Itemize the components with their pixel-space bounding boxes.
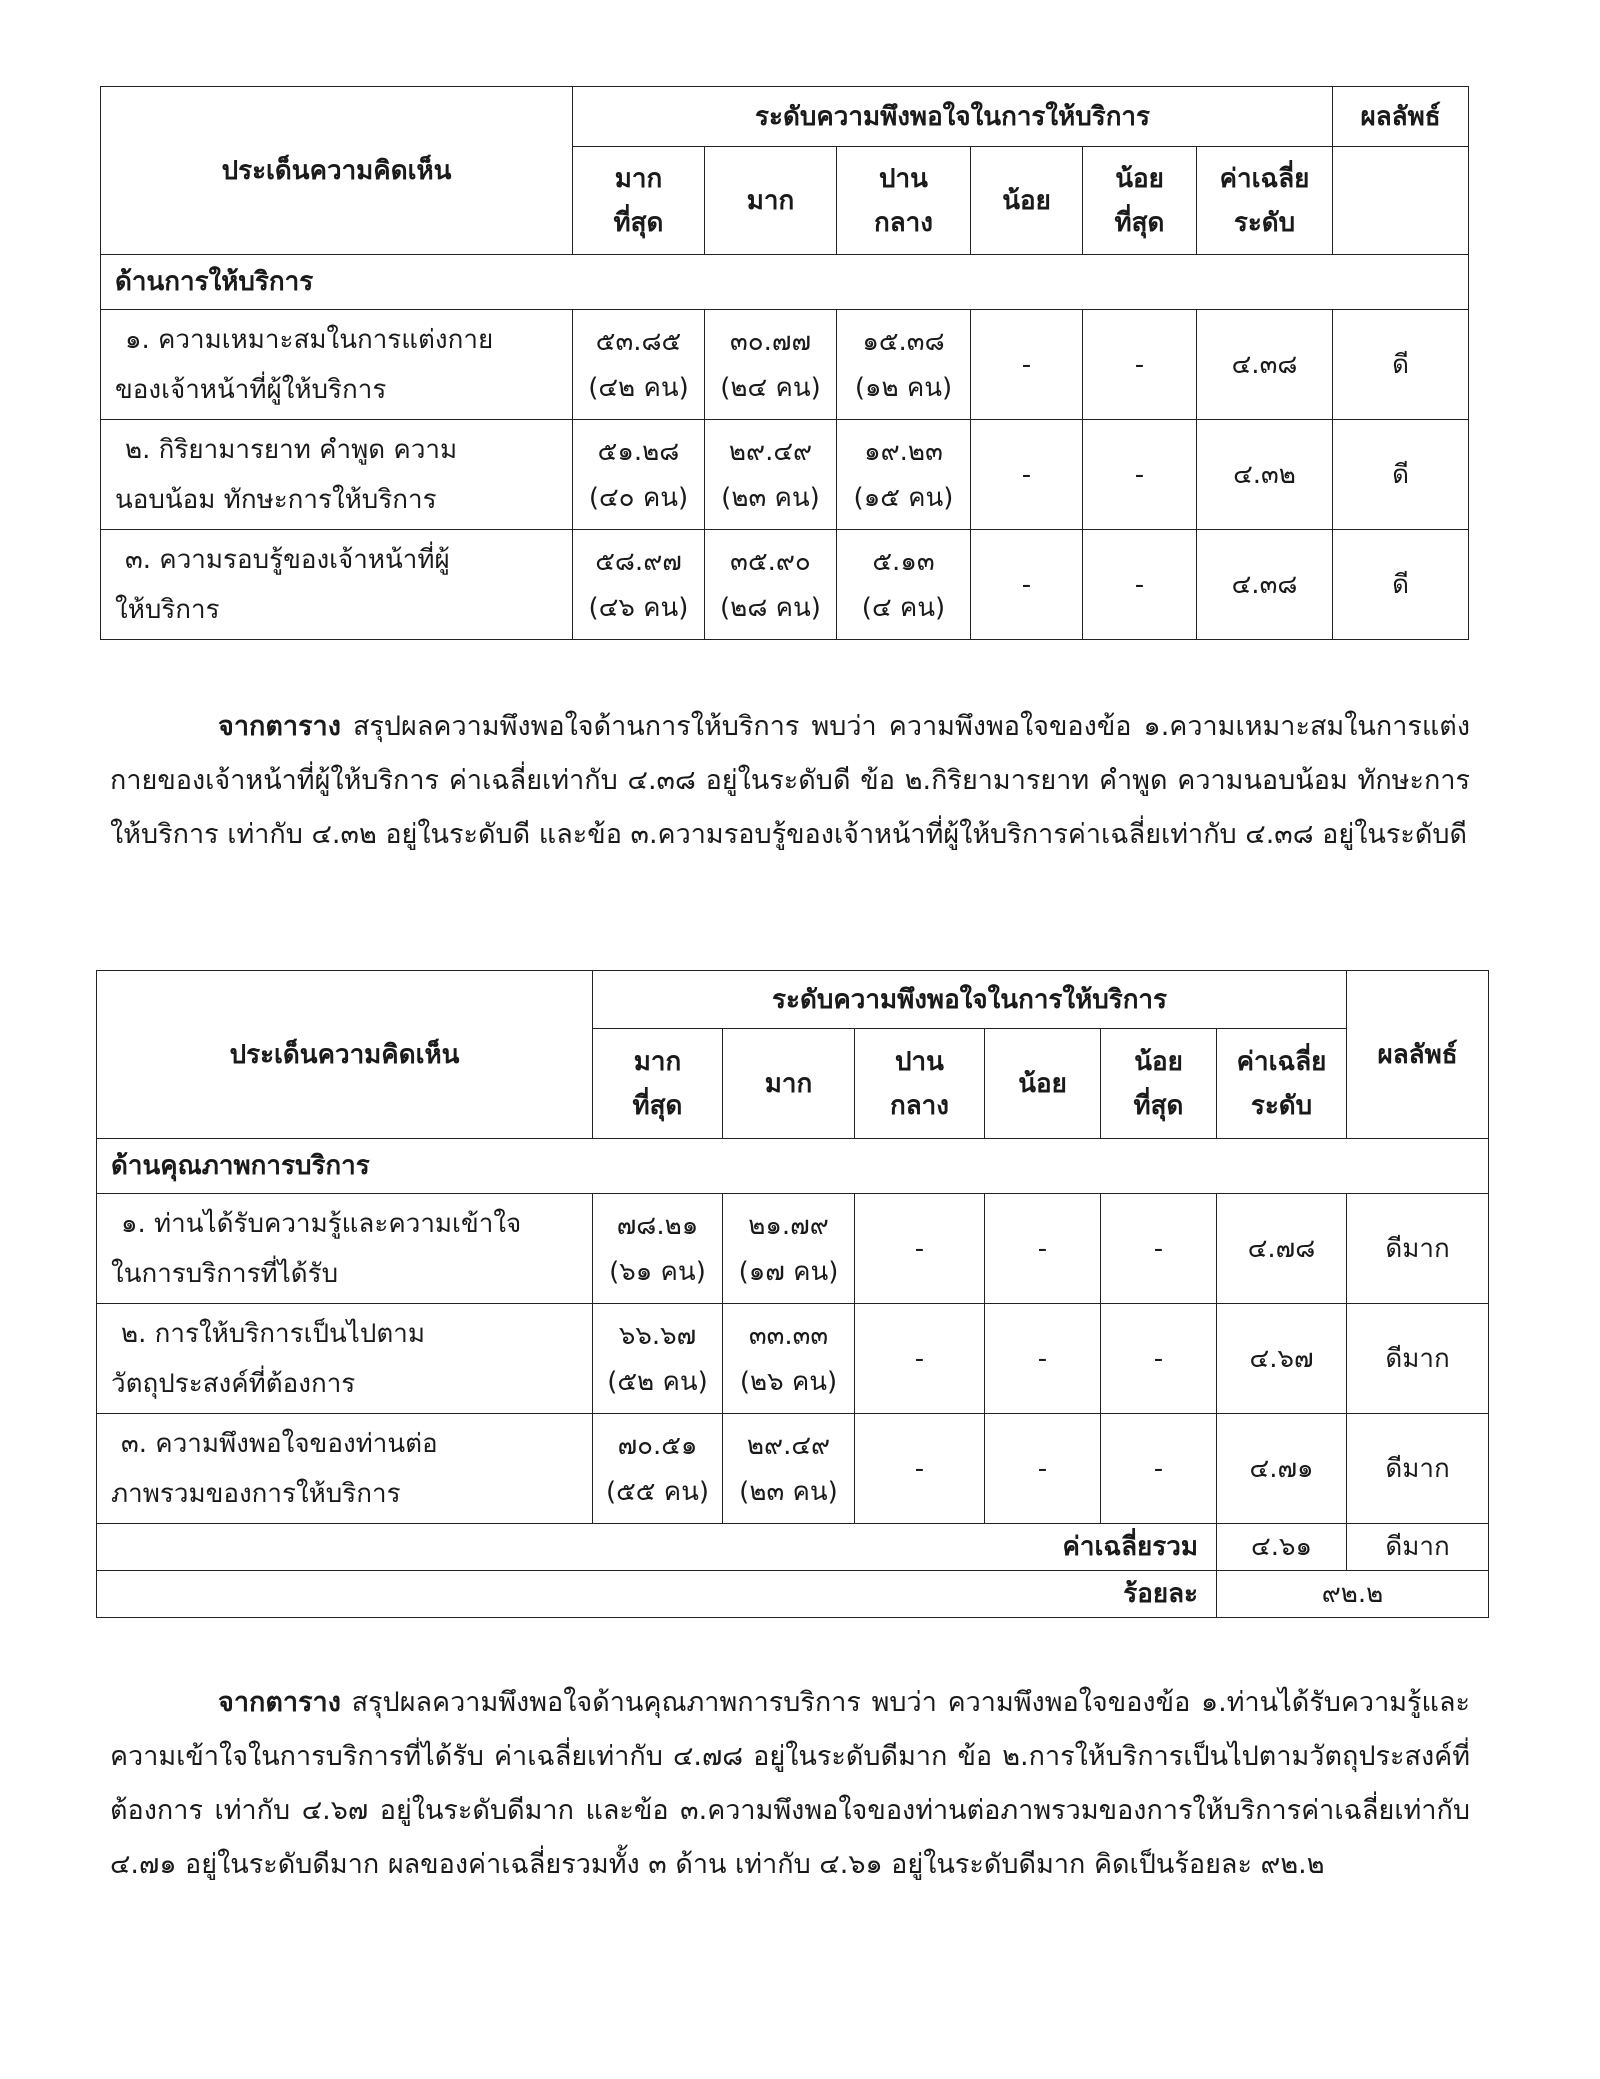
section-title: ด้านคุณภาพการบริการ	[97, 1139, 1489, 1194]
cell-little: -	[971, 420, 1083, 530]
item-label: ๒. กิริยามารยาท คำพูด ความ นอบน้อม ทักษะการให้บริการ	[101, 420, 573, 530]
item-label: ๑. ท่านได้รับความรู้และความเข้าใจ ในการบริการที่ได้รับ	[97, 1194, 593, 1304]
table-row	[101, 310, 1469, 420]
cell-average: ๔.๓๒	[1197, 420, 1333, 530]
overall-average-value: ๔.๖๑	[1217, 1524, 1347, 1571]
cell-average: ๔.๖๗	[1217, 1304, 1347, 1414]
cell-little: -	[971, 530, 1083, 640]
cell-result: ดี	[1333, 310, 1469, 420]
cell-result: ดีมาก	[1347, 1304, 1489, 1414]
cell-medium: -	[855, 1414, 985, 1524]
result-header: ผลลัพธ์	[1347, 971, 1489, 1139]
cell-most: ๗๘.๒๑ (๖๑ คน)	[593, 1194, 723, 1304]
col-header-little: น้อย	[971, 147, 1083, 255]
summary-paragraph-service	[110, 700, 1470, 862]
col-header-most: มาก ที่สุด	[573, 147, 705, 255]
cell-little: -	[971, 310, 1083, 420]
overall-average-row	[97, 1524, 1489, 1571]
col-header-medium: ปาน กลาง	[855, 1029, 985, 1139]
service-satisfaction-table	[100, 86, 1469, 640]
cell-average: ๔.๗๘	[1217, 1194, 1347, 1304]
col-header-least: น้อย ที่สุด	[1101, 1029, 1217, 1139]
cell-most: ๕๑.๒๘ (๔๐ คน)	[573, 420, 705, 530]
section-title: ด้านการให้บริการ	[101, 255, 1469, 310]
cell-least: -	[1101, 1414, 1217, 1524]
col-header-much: มาก	[723, 1029, 855, 1139]
cell-much: ๓๕.๙๐ (๒๘ คน)	[705, 530, 837, 640]
cell-least: -	[1083, 420, 1197, 530]
cell-most: ๕๘.๙๗ (๔๖ คน)	[573, 530, 705, 640]
col-header-most: มาก ที่สุด	[593, 1029, 723, 1139]
cell-medium: ๑๙.๒๓ (๑๕ คน)	[837, 420, 971, 530]
service-quality-table	[96, 970, 1489, 1618]
col-header-medium: ปาน กลาง	[837, 147, 971, 255]
cell-little: -	[985, 1194, 1101, 1304]
cell-result: ดี	[1333, 530, 1469, 640]
cell-much: ๓๓.๓๓ (๒๖ คน)	[723, 1304, 855, 1414]
cell-least: -	[1101, 1194, 1217, 1304]
col-header-much: มาก	[705, 147, 837, 255]
cell-least: -	[1101, 1304, 1217, 1414]
table-row	[97, 1304, 1489, 1414]
col-header-average: ค่าเฉลี่ย ระดับ	[1197, 147, 1333, 255]
item-label: ๓. ความพึงพอใจของท่านต่อ ภาพรวมของการให้บริการ	[97, 1414, 593, 1524]
percentage-value: ๙๒.๒	[1217, 1571, 1489, 1618]
cell-medium: -	[855, 1194, 985, 1304]
cell-much: ๒๙.๔๙ (๒๓ คน)	[705, 420, 837, 530]
summary-paragraph-quality	[110, 1676, 1470, 1892]
cell-average: ๔.๓๘	[1197, 310, 1333, 420]
table-row	[97, 1194, 1489, 1304]
col-header-little: น้อย	[985, 1029, 1101, 1139]
overall-average-result: ดีมาก	[1347, 1524, 1489, 1571]
cell-much: ๒๙.๔๙ (๒๓ คน)	[723, 1414, 855, 1524]
cell-medium: ๑๕.๓๘ (๑๒ คน)	[837, 310, 971, 420]
result-header: ผลลัพธ์	[1333, 87, 1469, 147]
cell-much: ๓๐.๗๗ (๒๔ คน)	[705, 310, 837, 420]
table-row	[97, 1414, 1489, 1524]
satisfaction-level-header: ระดับความพึงพอใจในการให้บริการ	[593, 971, 1347, 1029]
paragraph-text: สรุปผลความพึงพอใจด้านคุณภาพการบริการ พบว่า ความพึงพอใจของข้อ ๑.ท่านได้รับความรู้และความเข้าใจในการบริการที่ได้รับ ค่าเฉลี่ยเท่ากับ ๔.๗๘ อยู่ในระดับดีมาก ข้อ ๒.การให้บริการเป็นไปตามวัตถุประสงค์ที่ต้องการ เท่ากับ ๔.๖๗ อยู่ในระดับดีมาก และข้อ ๓.ความพึงพอใจของท่านต่อภาพรวมของการให้บริการค่าเฉลี่ยเท่ากับ ๔.๗๑ อยู่ในระดับดีมาก ผลของค่าเฉลี่ยรวมทั้ง ๓ ด้าน เท่ากับ ๔.๖๑ อยู่ในระดับดีมาก คิดเป็นร้อยละ ๙๒.๒	[110, 1687, 1470, 1880]
col-header-least: น้อย ที่สุด	[1083, 147, 1197, 255]
item-label: ๑. ความเหมาะสมในการแต่งกาย ของเจ้าหน้าที่ผู้ให้บริการ	[101, 310, 573, 420]
table-row	[101, 420, 1469, 530]
result-header-empty	[1333, 147, 1469, 255]
cell-much: ๒๑.๗๙ (๑๗ คน)	[723, 1194, 855, 1304]
cell-result: ดีมาก	[1347, 1414, 1489, 1524]
item-label: ๒. การให้บริการเป็นไปตาม วัตถุประสงค์ที่ต้องการ	[97, 1304, 593, 1414]
cell-little: -	[985, 1414, 1101, 1524]
cell-little: -	[985, 1304, 1101, 1414]
cell-least: -	[1083, 530, 1197, 640]
cell-medium: ๕.๑๓ (๔ คน)	[837, 530, 971, 640]
cell-average: ๔.๗๑	[1217, 1414, 1347, 1524]
paragraph-lead: จากตาราง	[218, 711, 341, 742]
overall-average-label: ค่าเฉลี่ยรวม	[97, 1524, 1217, 1571]
cell-result: ดี	[1333, 420, 1469, 530]
cell-most: ๗๐.๕๑ (๕๕ คน)	[593, 1414, 723, 1524]
cell-most: ๕๓.๘๕ (๔๒ คน)	[573, 310, 705, 420]
topic-header: ประเด็นความคิดเห็น	[97, 971, 593, 1139]
satisfaction-level-header: ระดับความพึงพอใจในการให้บริการ	[573, 87, 1333, 147]
item-label: ๓. ความรอบรู้ของเจ้าหน้าที่ผู้ ให้บริการ	[101, 530, 573, 640]
cell-least: -	[1083, 310, 1197, 420]
cell-result: ดีมาก	[1347, 1194, 1489, 1304]
col-header-average: ค่าเฉลี่ย ระดับ	[1217, 1029, 1347, 1139]
percentage-label: ร้อยละ	[97, 1571, 1217, 1618]
paragraph-lead: จากตาราง	[218, 1687, 341, 1718]
topic-header: ประเด็นความคิดเห็น	[101, 87, 573, 255]
cell-medium: -	[855, 1304, 985, 1414]
paragraph-text: สรุปผลความพึงพอใจด้านการให้บริการ พบว่า ความพึงพอใจของข้อ ๑.ความเหมาะสมในการแต่งกายของเจ้าหน้าที่ผู้ให้บริการ ค่าเฉลี่ยเท่ากับ ๔.๓๘ อยู่ในระดับดี ข้อ ๒.กิริยามารยาท คำพูด ความนอบน้อม ทักษะการให้บริการ เท่ากับ ๔.๓๒ อยู่ในระดับดี และข้อ ๓.ความรอบรู้ของเจ้าหน้าที่ผู้ให้บริการค่าเฉลี่ยเท่ากับ ๔.๓๘ อยู่ในระดับดี	[110, 711, 1470, 850]
percentage-row	[97, 1571, 1489, 1618]
table-row	[101, 530, 1469, 640]
cell-most: ๖๖.๖๗ (๕๒ คน)	[593, 1304, 723, 1414]
cell-average: ๔.๓๘	[1197, 530, 1333, 640]
